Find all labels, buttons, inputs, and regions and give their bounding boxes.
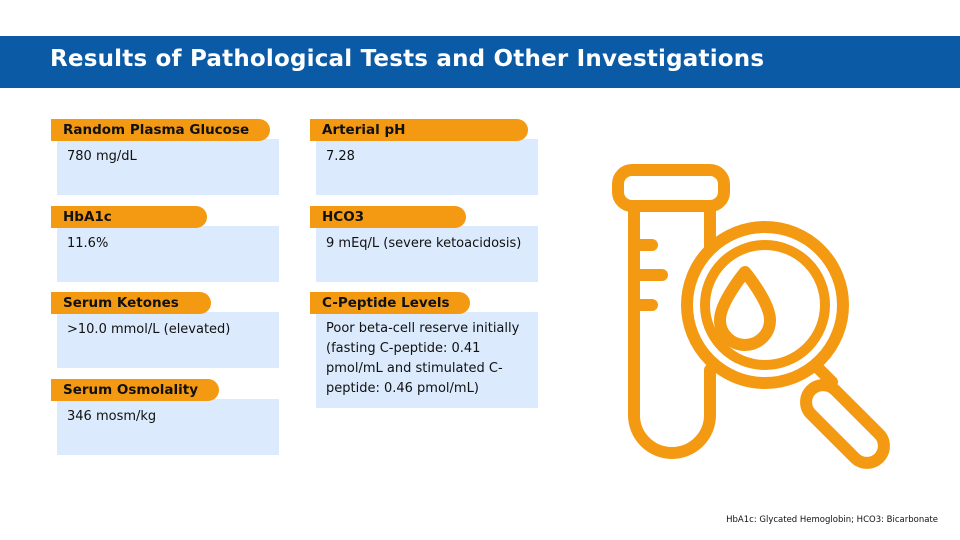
card-label: HCO3	[310, 206, 466, 228]
card-hba1c	[51, 206, 279, 282]
card-value: 7.28	[316, 139, 538, 195]
card-value: >10.0 mmol/L (elevated)	[57, 312, 279, 368]
title-bar	[0, 36, 960, 88]
card-value: 11.6%	[57, 226, 279, 282]
card-value: Poor beta-cell reserve initially (fasting C-peptide: 0.41 pmol/mL and stimulated C-peptide: 0.46 pmol/mL)	[316, 312, 538, 408]
card-value: 780 mg/dL	[57, 139, 279, 195]
card-arterial-ph	[310, 119, 538, 195]
card-label: Serum Osmolality	[51, 379, 219, 401]
page-title: Results of Pathological Tests and Other Investigations	[50, 46, 765, 72]
card-label: Random Plasma Glucose	[51, 119, 270, 141]
card-serum-ketones	[51, 292, 279, 368]
card-value: 346 mosm/kg	[57, 399, 279, 455]
card-label: Serum Ketones	[51, 292, 211, 314]
card-random-plasma-glucose	[51, 119, 279, 195]
card-hco3	[310, 206, 538, 282]
card-label: HbA1c	[51, 206, 207, 228]
card-value: 9 mEq/L (severe ketoacidosis)	[316, 226, 538, 282]
card-label: C-Peptide Levels	[310, 292, 470, 314]
card-c-peptide-levels	[310, 292, 538, 408]
card-label: Arterial pH	[310, 119, 528, 141]
card-serum-osmolality	[51, 379, 279, 455]
test-tube-magnifier-icon	[600, 160, 920, 480]
footnote: HbA1c: Glycated Hemoglobin; HCO3: Bicarbonate	[726, 515, 938, 525]
